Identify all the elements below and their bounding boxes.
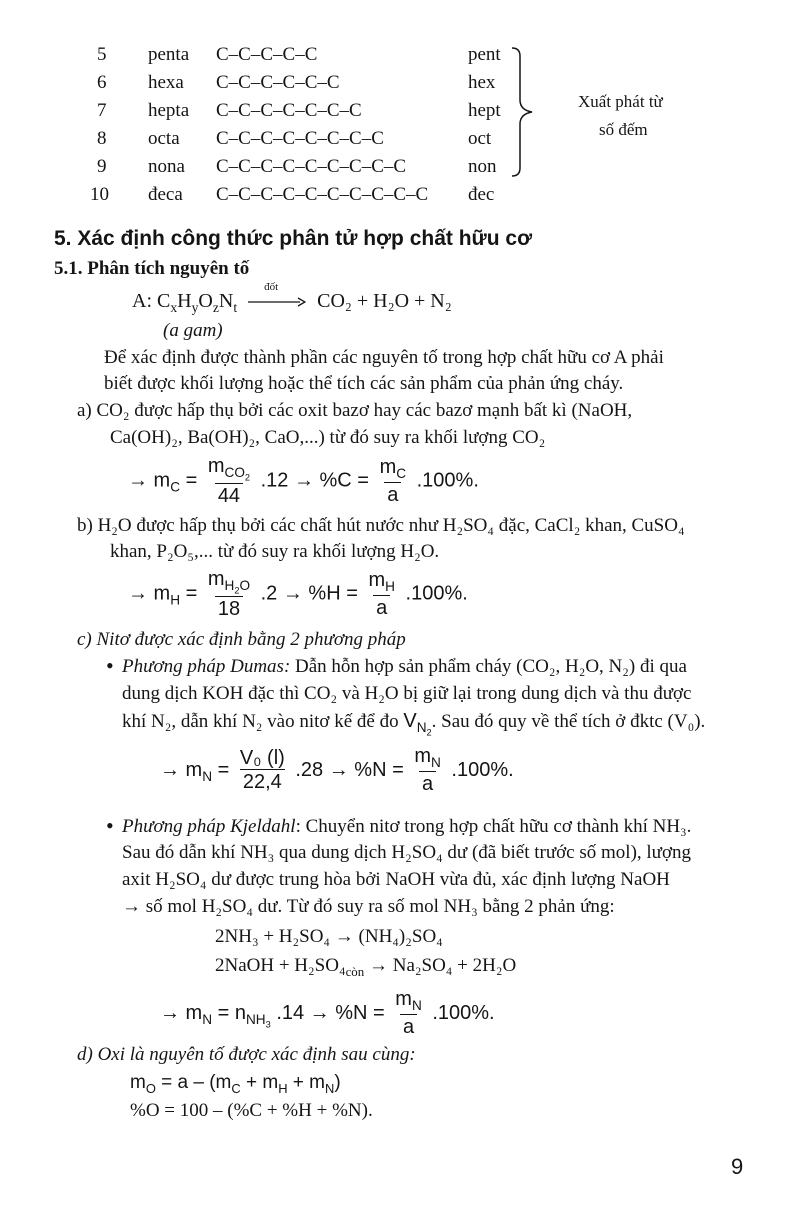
equation-part: → Na₂SO₄ + 2H₂O bbox=[364, 955, 517, 976]
intro-text: Để xác định được thành phần các nguyên tố trong hợp chất hữu cơ A phải bbox=[104, 347, 664, 368]
dumas-text bbox=[122, 656, 687, 678]
dumas-line: dung dịch KOH đặc thì CO₂ và H₂O bị giữ lại trong dung dịch và thu được bbox=[122, 683, 692, 704]
part-b-text: khan, P₂O₅,... từ đó suy ra khối lượng H₂O. bbox=[110, 541, 440, 562]
table-row-root: oct bbox=[468, 128, 492, 149]
table-row-chain: C–C–C–C–C–C–C–C–C bbox=[216, 156, 407, 177]
intro-text: biết được khối lượng hoặc thể tích các sản phẩm của phản ứng cháy. bbox=[104, 373, 624, 394]
formula-factor: .2 → %H = bbox=[260, 582, 358, 605]
table-row-prefix: nona bbox=[148, 156, 185, 177]
fraction-denominator: a bbox=[419, 771, 436, 796]
formula-tail: .100%. bbox=[405, 582, 468, 605]
kjeldahl-text bbox=[122, 816, 691, 838]
table-row-num: 9 bbox=[97, 156, 107, 177]
part-c-heading: c) Nitơ được xác định bằng 2 phương pháp bbox=[77, 629, 406, 650]
fraction-denominator: a bbox=[373, 595, 390, 620]
table-row-num: 5 bbox=[97, 44, 107, 65]
bullet-icon: • bbox=[106, 813, 114, 838]
brace-note: số đếm bbox=[599, 120, 648, 139]
part-d-heading: d) Oxi là nguyên tố được xác định sau cùng: bbox=[77, 1044, 416, 1065]
brace-note: Xuất phát từ bbox=[578, 92, 663, 111]
formula-nitrogen-kjeldahl: → $m_N = n_{NH_3}$ .14 → %N = $\frac{m_N}{a}$ .100%. bbox=[160, 988, 495, 1038]
reaction-lhs: A: C bbox=[132, 290, 171, 312]
table-row-num: 6 bbox=[97, 72, 107, 93]
reaction-arrow bbox=[248, 281, 306, 307]
table-row-chain: C–C–C–C–C–C–C–C bbox=[216, 128, 384, 149]
formula-factor: .28 → %N = bbox=[295, 758, 404, 781]
formula-hydrogen: → $m_H$ = $\frac{m_{H_2O}}{18}$ .2 → %H = $\frac{m_H}{a}$ .100%. bbox=[128, 568, 468, 620]
part-a-text: a) CO₂ được hấp thụ bởi các oxit bazơ hay các bazơ mạnh bất kì (NaOH, bbox=[77, 400, 633, 421]
dumas-line: Dẫn hỗn hợp sản phẩm cháy (CO₂, H₂O, N₂) đi qua bbox=[290, 656, 687, 677]
dumas-line: khí N₂, dẫn khí N₂ vào nitơ kế để đo $V_{N_2}$. Sau đó quy về thể tích ở đktc (V₀). bbox=[122, 710, 706, 738]
table-row-root: non bbox=[468, 156, 497, 177]
formula-nitrogen-dumas: → $m_N$ = $\frac{\text{V₀ (l)}}{22,4}$ .28 → %N = $\frac{m_N}{a}$ .100%. bbox=[160, 745, 514, 795]
part-a-text: Ca(OH)₂, Ba(OH)₂, CaO,...) từ đó suy ra khối lượng CO₂ bbox=[110, 427, 546, 448]
part-b-text: b) H₂O được hấp thụ bởi các chất hút nước như H₂SO₄ đặc, CaCl₂ khan, CuSO₄ bbox=[77, 515, 685, 536]
equation-part: 2NaOH + H₂SO₄ bbox=[215, 955, 346, 976]
kjeldahl-label: Phương pháp Kjeldahl bbox=[122, 816, 296, 837]
kjeldahl-equation: 2NH₃ + H₂SO₄ → (NH₄)₂SO₄ bbox=[215, 926, 443, 947]
dumas-line-part: khí N₂, dẫn khí N₂ vào nitơ kế để đo bbox=[122, 711, 404, 732]
table-row-chain: C–C–C–C–C–C bbox=[216, 72, 340, 93]
table-row-prefix: penta bbox=[148, 44, 190, 65]
bullet-icon: • bbox=[106, 653, 114, 678]
fraction-numerator: V₀ (l) bbox=[239, 746, 285, 769]
table-row-root: hex bbox=[468, 72, 496, 93]
table-row-prefix: hepta bbox=[148, 100, 190, 121]
subsection-title: 5.1. Phân tích nguyên tố bbox=[54, 258, 250, 279]
table-row-chain: C–C–C–C–C–C–C bbox=[216, 100, 362, 121]
kjeldahl-line: axit H₂SO₄ dư được trung hòa bởi NaOH vừa đủ, xác định lượng NaOH bbox=[122, 869, 670, 890]
page-number: 9 bbox=[731, 1154, 744, 1179]
dumas-line-part: . Sau đó quy về thể tích ở đktc (V₀). bbox=[431, 711, 706, 732]
arrow-label: đốt bbox=[264, 281, 279, 294]
table-row-root: đec bbox=[468, 184, 495, 205]
table-row-prefix: octa bbox=[148, 128, 180, 149]
table-row-prefix: đeca bbox=[148, 184, 183, 205]
oxygen-percent-equation: %O = 100 – (%C + %H + %N). bbox=[130, 1100, 373, 1121]
table-row-chain: C–C–C–C–C–C–C–C–C–C bbox=[216, 184, 429, 205]
fraction-denominator: 44 bbox=[215, 483, 243, 508]
formula-tail: .100%. bbox=[451, 758, 514, 781]
reaction-note: (a gam) bbox=[163, 320, 223, 341]
curly-brace-icon bbox=[508, 44, 538, 180]
kjeldahl-equation bbox=[215, 955, 516, 980]
kjeldahl-line: : Chuyển nitơ trong hợp chất hữu cơ thành khí NH₃. bbox=[295, 816, 692, 837]
table-row-chain: C–C–C–C–C bbox=[216, 44, 318, 65]
table-row-root: pent bbox=[468, 44, 501, 65]
section-title: 5. Xác định công thức phân tử hợp chất hữu cơ bbox=[54, 227, 533, 250]
kjeldahl-line: → số mol H₂SO₄ dư. Từ đó suy ra số mol NH₃ bằng 2 phản ứng: bbox=[122, 896, 615, 917]
equation-subscript: còn bbox=[345, 963, 365, 979]
fraction-denominator: a bbox=[400, 1014, 417, 1039]
dumas-label: Phương pháp Dumas: bbox=[122, 656, 291, 677]
formula-factor: .12 → %C = bbox=[260, 469, 369, 492]
formula-carbon: → $m_C$ = $\frac{m_{CO_2}}{44}$ .12 → %C = $\frac{m_C}{a}$ .100%. bbox=[128, 455, 479, 507]
formula-factor: .14 → %N = bbox=[276, 1001, 385, 1024]
table-row-prefix: hexa bbox=[148, 72, 184, 93]
table-row-num: 10 bbox=[90, 184, 109, 205]
table-row-num: 7 bbox=[97, 100, 107, 121]
kjeldahl-line: Sau đó dẫn khí NH₃ qua dung dịch H₂SO₄ dư (đã biết trước số mol), lượng bbox=[122, 842, 692, 863]
formula-tail: .100%. bbox=[432, 1001, 495, 1024]
fraction-denominator: 18 bbox=[215, 596, 243, 621]
fraction-denominator: a bbox=[384, 482, 401, 507]
reaction-rhs: CO₂ + H₂O + N₂ bbox=[317, 290, 452, 312]
combustion-reaction: A: $C_xH_yO_zN_t$ đốt CO₂ + H₂O + N₂ bbox=[132, 281, 452, 315]
table-row-num: 8 bbox=[97, 128, 107, 149]
oxygen-mass-equation: $m_O = a - (m_C + m_H + m_N)$ bbox=[130, 1072, 341, 1096]
table-row-root: hept bbox=[468, 100, 501, 121]
fraction-denominator: 22,4 bbox=[240, 769, 285, 794]
formula-tail: .100%. bbox=[416, 469, 479, 492]
